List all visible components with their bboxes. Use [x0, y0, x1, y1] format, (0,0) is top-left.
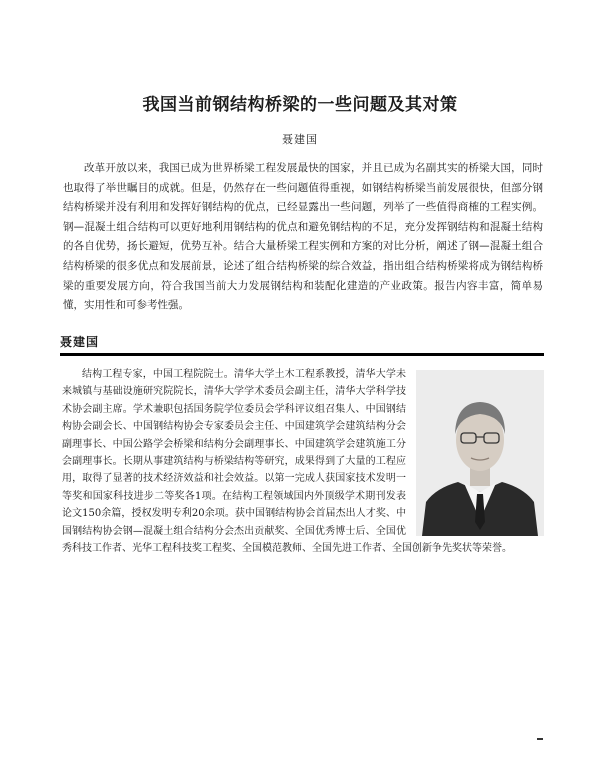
- bio-heading: 聂建国: [60, 335, 100, 349]
- article-abstract: 改革开放以来，我国已成为世界桥梁工程发展最快的国家，并且已成为名副其实的桥梁大国，同时也取得了举世瞩目的成就。但是，仍然存在一些问题值得重视，如钢结构桥梁当前发展很快，但部分钢结构桥梁并没有利用和发挥好钢结构的优点，已经显露出一些问题，列举了一些值得商榷的工程实例。钢—混凝土组合结构可以更好地利用钢结构的优点和避免钢结构的不足，充分发挥钢结构和混凝土结构的各自优势，扬长避短，优势互补。结合大量桥梁工程实例和方案的对比分析，阐述了钢—混凝土组合结构桥梁的很多优点和发展前景，论述了组合结构桥梁的综合效益，指出组合结构桥梁将成为钢结构桥梁的重要发展方向，符合我国当前大力发展钢结构和装配化建造的产业政策。报告内容丰富，简单易懂，实用性和可参考性强。: [63, 162, 543, 312]
- section-divider: [60, 353, 544, 356]
- author-portrait: [416, 370, 544, 536]
- article-title: 我国当前钢结构桥梁的一些问题及其对策: [142, 95, 458, 115]
- bio-text: 结构工程专家，中国工程院院士。清华大学土木工程系教授，清华大学未来城镇与基础设施研究院院长，清华大学学术委员会副主任，清华大学科学技术协会副主席。学术兼职包括国务院学位委员会学科评议组召集人、中国钢结构协会副会长、中国钢结构协会专家委员会主任、中国建筑学会建筑结构分会副理事长、中国公路学会桥梁和结构分会副理事长、中国建筑学会建筑施工分会副理事长。长期从事建筑结构与桥梁结构等研究，成果得到了大量的工程应用，取得了显著的技术经济效益和社会效益。以第一完成人获国家技术发明一等奖和国家科技进步二等奖各1项。在结构工程领域国内外顶级学术期刊发表论文150余篇，授权发明专利20余项。获中国钢结构协会首届杰出人才奖、中国钢结构协会钢—混凝土组合结构分会杰出贡献奖、全国优秀博士后、全国优秀科技工作者、光华工程科技奖工程奖、全国模范教师、全国先进工作者、全国创新争先奖状等荣誉。: [62, 369, 512, 555]
- bio-section: [62, 366, 544, 557]
- page-mark: [537, 738, 543, 740]
- article-author: 聂建国: [282, 133, 318, 146]
